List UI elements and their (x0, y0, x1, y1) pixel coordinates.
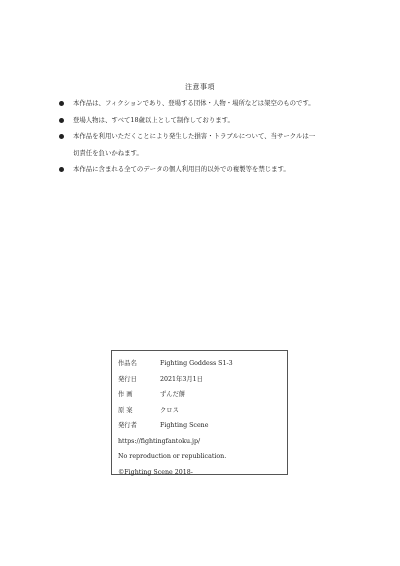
notice-title: 注意事項 (185, 83, 215, 91)
date-value: 2021年3月1日 (160, 375, 203, 383)
bullet-icon (59, 167, 64, 172)
colophon-date-row (118, 372, 281, 388)
bullet-icon (59, 134, 64, 139)
colophon-title-row (118, 356, 281, 372)
notice-text: 本作品に含まれる全てのデータの個人利用目的以外での複製等を禁じます。 (73, 165, 290, 173)
date-label: 発行日 (118, 375, 137, 383)
original-value: クロス (160, 406, 179, 414)
notice-text: 本作品は、フィクションであり、登場する団体・人物・場所などは架空のものです。 (73, 99, 315, 107)
artist-label: 作 画 (118, 391, 133, 398)
notice-item (57, 95, 357, 112)
notice-item (57, 161, 357, 178)
colophon-url: https://fightingfantoku.jp/ (118, 437, 201, 445)
notice-item (57, 128, 357, 161)
notice-text: 本作品を利用いただくことにより発生した損害・トラブルについて、当サークルは一 (73, 132, 316, 140)
bullet-icon (59, 118, 64, 123)
publisher-value: Fighting Scene (160, 422, 209, 429)
no-reproduction-notice: No reproduction or republication. (118, 453, 227, 460)
publisher-label: 発行者 (118, 422, 137, 429)
colophon-artist-row (118, 387, 281, 403)
copyright-notice: ©Fighting Scene 2018- (118, 468, 193, 476)
bullet-icon (59, 101, 64, 106)
title-label: 作品名 (118, 360, 137, 367)
colophon-original-row (118, 403, 281, 419)
title-value: Fighting Goddess S1-3 (160, 360, 233, 367)
notice-item (57, 112, 357, 129)
colophon-box (111, 350, 288, 475)
colophon-publisher-row (118, 418, 281, 434)
notice-list (57, 95, 357, 178)
original-label: 原 案 (118, 406, 133, 414)
artist-value: ずんだ餅 (160, 391, 186, 398)
notice-text: 登場人物は、すべて18歳以上として制作しております。 (73, 115, 234, 124)
notice-text-continued: 切責任を負いかねます。 (73, 148, 143, 157)
